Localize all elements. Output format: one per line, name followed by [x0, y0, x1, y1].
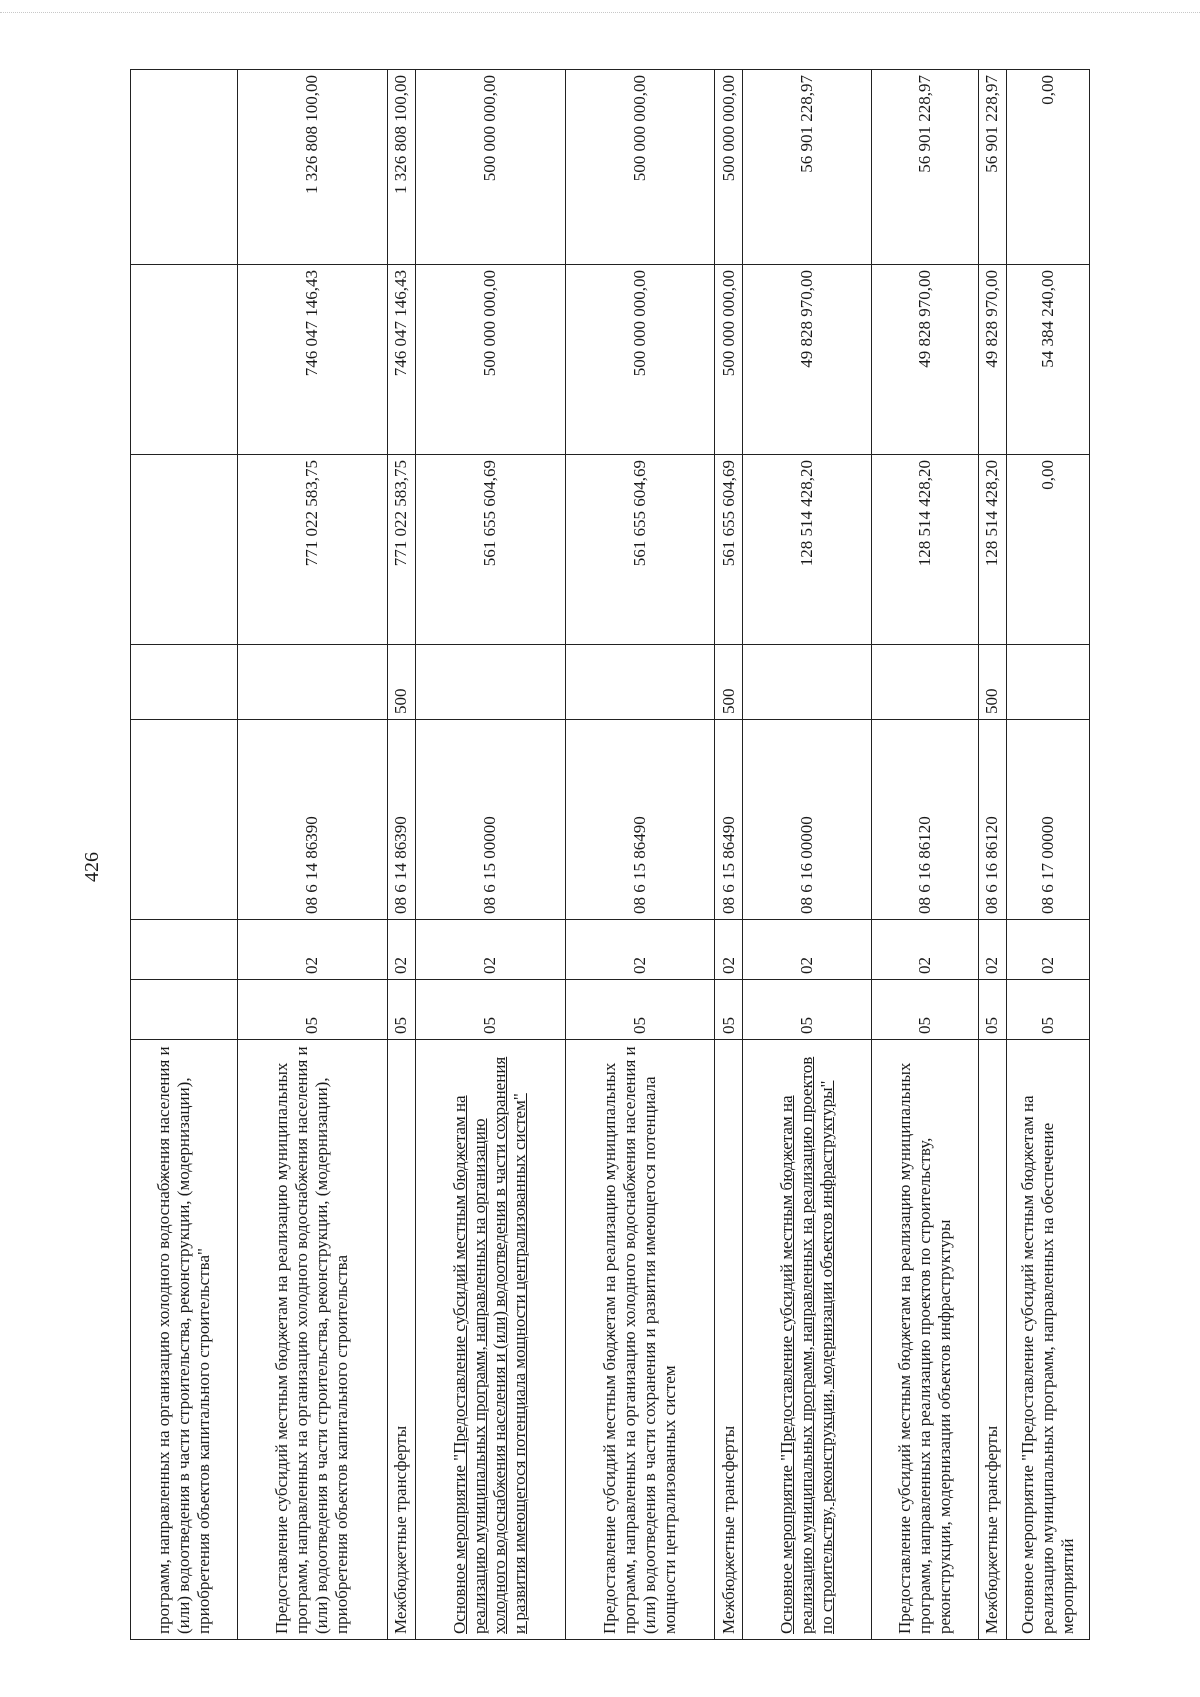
amount-year-2: 54 384 240,00: [1006, 265, 1089, 455]
target-article-code: 08 6 15 00000: [415, 720, 565, 920]
subsection-code: 02: [978, 920, 1006, 980]
table-row: [871, 70, 978, 1640]
amount-year-2: 746 047 146,43: [387, 265, 415, 455]
row-description: [743, 1040, 871, 1640]
table-row: [387, 70, 415, 1640]
section-code: 05: [565, 980, 715, 1040]
expense-type-code: [565, 645, 715, 720]
row-description: Межбюджетные трансферты: [387, 1040, 415, 1640]
expense-type-code: 500: [715, 645, 743, 720]
expense-type-code: [1006, 645, 1089, 720]
amount-year-3: 1 326 808 100,00: [387, 70, 415, 265]
subsection-code: 02: [238, 920, 388, 980]
section-code: 05: [715, 980, 743, 1040]
amount-year-1: 128 514 428,20: [978, 455, 1006, 645]
amount-year-1: 561 655 604,69: [565, 455, 715, 645]
amount-year-3: 500 000 000,00: [715, 70, 743, 265]
row-description: Межбюджетные трансферты: [715, 1040, 743, 1640]
table-row: [565, 70, 715, 1640]
expense-type-code: 500: [978, 645, 1006, 720]
section-code: 05: [238, 980, 388, 1040]
row-description: [415, 1040, 565, 1640]
table-row: [131, 70, 238, 1640]
amount-year-1: 561 655 604,69: [715, 455, 743, 645]
amount-year-1: [131, 455, 238, 645]
section-code: 05: [978, 980, 1006, 1040]
subsection-code: 02: [387, 920, 415, 980]
target-article-code: 08 6 15 86490: [715, 720, 743, 920]
target-article-code: 08 6 14 86390: [238, 720, 388, 920]
target-article-code: 08 6 16 00000: [743, 720, 871, 920]
row-description: Предоставление субсидий местным бюджетам на реализацию муниципальных программ, направленных на организацию холодного водоснабжения населения и (или) водоотведения в части сохранения и развития имеющегося потенциала мощности централизованных систем: [565, 1040, 715, 1640]
section-code: 05: [1006, 980, 1089, 1040]
amount-year-2: 500 000 000,00: [415, 265, 565, 455]
expense-type-code: [238, 645, 388, 720]
subsection-code: 02: [743, 920, 871, 980]
amount-year-1: 771 022 583,75: [238, 455, 388, 645]
section-code: 05: [743, 980, 871, 1040]
expense-type-code: 500: [387, 645, 415, 720]
subsection-code: [131, 920, 238, 980]
amount-year-2: 746 047 146,43: [238, 265, 388, 455]
amount-year-2: 49 828 970,00: [978, 265, 1006, 455]
budget-table-rotated: [130, 70, 1090, 1640]
amount-year-2: 500 000 000,00: [715, 265, 743, 455]
amount-year-2: 49 828 970,00: [871, 265, 978, 455]
section-code: 05: [415, 980, 565, 1040]
row-description: Основное мероприятие "Предоставление субсидий местным бюджетам на реализацию муниципальных программ, направленных на обеспечение мероприятий: [1006, 1040, 1089, 1640]
subsection-code: 02: [715, 920, 743, 980]
row-description-text: Основное мероприятие "Предоставление субсидий местным бюджетам на реализацию муниципальных программ, направленных на организацию холодного водоснабжения населения и (или) водоотведения в части сохранения и развития имеющегося потенциала мощности централизованных систем": [450, 1056, 530, 1634]
amount-year-1: 128 514 428,20: [743, 455, 871, 645]
expense-type-code: [871, 645, 978, 720]
table-row: [715, 70, 743, 1640]
table-row: [1006, 70, 1089, 1640]
section-code: 05: [871, 980, 978, 1040]
amount-year-2: [131, 265, 238, 455]
amount-year-3: [131, 70, 238, 265]
target-article-code: 08 6 15 86490: [565, 720, 715, 920]
subsection-code: 02: [415, 920, 565, 980]
expense-type-code: [131, 645, 238, 720]
amount-year-3: 56 901 228,97: [978, 70, 1006, 265]
amount-year-2: 500 000 000,00: [565, 265, 715, 455]
target-article-code: 08 6 16 86120: [871, 720, 978, 920]
section-code: 05: [387, 980, 415, 1040]
page-number: 426: [81, 852, 103, 882]
row-description: программ, направленных на организацию холодного водоснабжения населения и (или) водоотведения в части строительства, реконструкции, (модернизации), приобретения объектов капитального строительства": [131, 1040, 238, 1640]
row-description: Межбюджетные трансферты: [978, 1040, 1006, 1640]
row-description: Предоставление субсидий местным бюджетам на реализацию муниципальных программ, направленных на организацию холодного водоснабжения населения и (или) водоотведения в части строительства, реконструкции, (модернизации), приобретения объектов капитального строительства: [238, 1040, 388, 1640]
amount-year-3: 1 326 808 100,00: [238, 70, 388, 265]
table-row: [743, 70, 871, 1640]
amount-year-1: 0,00: [1006, 455, 1089, 645]
amount-year-1: 561 655 604,69: [415, 455, 565, 645]
subsection-code: 02: [871, 920, 978, 980]
amount-year-3: 500 000 000,00: [565, 70, 715, 265]
amount-year-1: 771 022 583,75: [387, 455, 415, 645]
amount-year-3: 0,00: [1006, 70, 1089, 265]
subsection-code: 02: [1006, 920, 1089, 980]
target-article-code: 08 6 14 86390: [387, 720, 415, 920]
row-description: Предоставление субсидий местным бюджетам на реализацию муниципальных программ, направленных на реализацию проектов по строительству, реконструкции, модернизации объектов инфраструктуры: [871, 1040, 978, 1640]
amount-year-2: 49 828 970,00: [743, 265, 871, 455]
section-code: [131, 980, 238, 1040]
table-row: [415, 70, 565, 1640]
table-row: [978, 70, 1006, 1640]
amount-year-3: 500 000 000,00: [415, 70, 565, 265]
expense-type-code: [743, 645, 871, 720]
subsection-code: 02: [565, 920, 715, 980]
row-description-text: Основное мероприятие "Предоставление субсидий местным бюджетам на реализацию муниципальных программ, направленных на реализацию проектов по строительству, реконструкции, модернизации объектов инфраструктуры": [776, 1056, 836, 1634]
budget-table: [130, 69, 1090, 1640]
scan-top-rule: [0, 12, 1200, 13]
amount-year-3: 56 901 228,97: [871, 70, 978, 265]
amount-year-3: 56 901 228,97: [743, 70, 871, 265]
table-row: [238, 70, 388, 1640]
target-article-code: [131, 720, 238, 920]
target-article-code: 08 6 16 86120: [978, 720, 1006, 920]
budget-table-body: [131, 70, 1090, 1640]
amount-year-1: 128 514 428,20: [871, 455, 978, 645]
expense-type-code: [415, 645, 565, 720]
target-article-code: 08 6 17 00000: [1006, 720, 1089, 920]
